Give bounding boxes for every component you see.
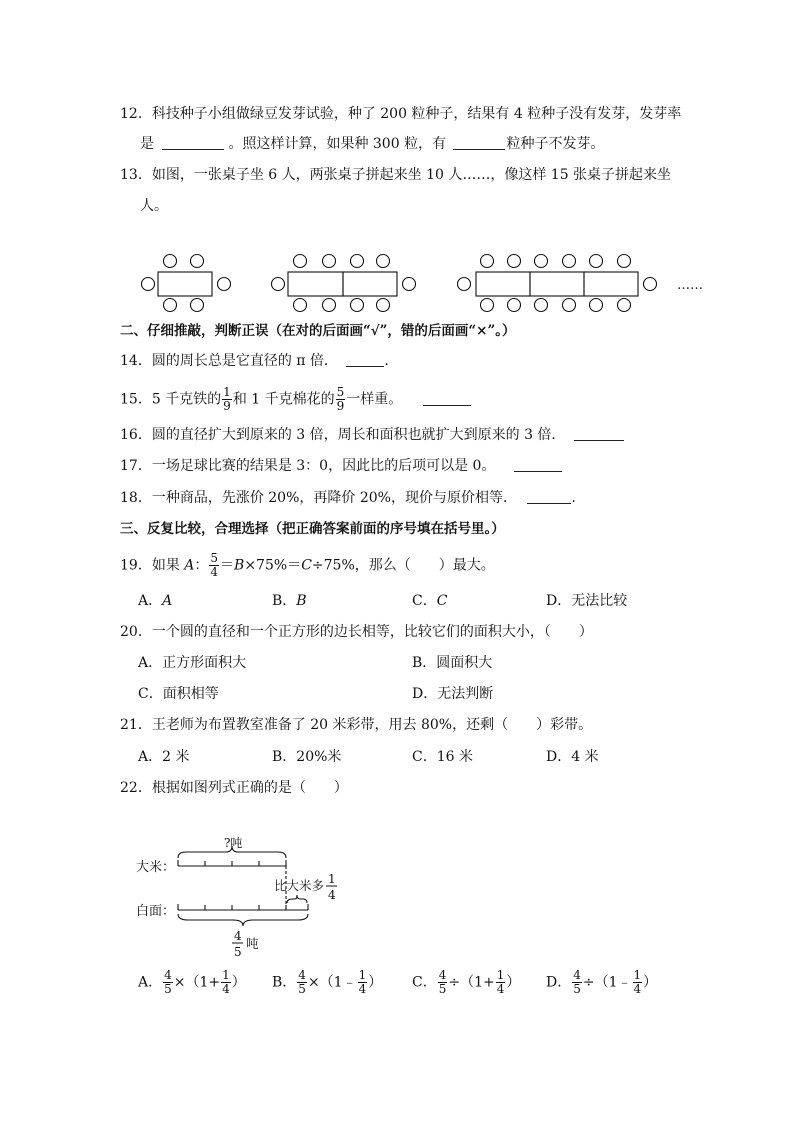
- question-19-text-end: ÷75%，那么（ ）最大。: [311, 557, 495, 574]
- q20-option-c[interactable]: C．面积相等: [138, 686, 219, 702]
- fraction: $\frac{5}{4}$: [210, 551, 219, 579]
- q21-option-a[interactable]: A．2 米: [138, 749, 190, 765]
- question-14-text: 14．圆的周长总是它直径的 π 倍．: [120, 353, 338, 369]
- question-12-text-b: 。照这样计算，如果种 300 粒，有: [228, 136, 447, 152]
- q20-option-b[interactable]: B．圆面积大: [412, 655, 493, 671]
- q20-option-a[interactable]: A．正方形面积大: [138, 655, 247, 671]
- section-3-title: 三、反复比较，合理选择（把正确答案前面的序号填在括号里。）: [120, 521, 505, 537]
- variable-c: C: [301, 557, 312, 574]
- question-19-colon: ：: [194, 557, 209, 574]
- q22-option-c[interactable]: C． $\frac{4}{5}$ ÷（1+ $\frac{1}{4}$ ）: [412, 968, 521, 996]
- q21-option-d[interactable]: D．4 米: [546, 749, 599, 765]
- question-13-line1: 13．如图，一张桌子坐 6 人，两张桌子拼起来坐 10 人……，像这样 15 张桌子拼起来坐: [120, 167, 672, 183]
- question-19-prefix: 19．如果: [120, 557, 185, 574]
- more-fraction-den: 4: [328, 888, 336, 902]
- total-fraction-num: 4: [234, 929, 242, 943]
- q19-option-d[interactable]: D．无法比较: [546, 593, 628, 609]
- question-19-text-mid: ×75%＝: [244, 557, 302, 574]
- question-22-text: 22．根据如图列式正确的是（ ）: [120, 780, 348, 796]
- more-than-rice-label: 比大米多: [274, 878, 325, 893]
- question-14-tail: .: [384, 353, 389, 369]
- q21-option-b[interactable]: B．20%米: [272, 749, 342, 765]
- total-fraction-den: 5: [234, 945, 242, 959]
- question-15-text-c: 一样重。: [346, 391, 403, 408]
- figure-ellipsis: ……: [677, 278, 703, 293]
- question-17-text: 17．一场足球比赛的结果是 3：0，因此比的后项可以是 0。: [120, 458, 496, 474]
- q19-option-c[interactable]: C．C: [412, 593, 448, 609]
- q22-option-d[interactable]: D． $\frac{4}{5}$ ÷（1﹣ $\frac{1}{4}$ ）: [546, 968, 658, 996]
- question-12-text-a: 是: [140, 136, 154, 152]
- question-13-text: 人。: [140, 198, 168, 214]
- question-21-text: 21．王老师为布置教室准备了 20 米彩带，用去 80%，还剩（ ）彩带。: [120, 717, 593, 733]
- question-15-text-a: 15．5 千克铁的: [120, 391, 222, 408]
- question-20-text: 20．一个圆的直径和一个正方形的边长相等，比较它们的面积大小，（ ）: [120, 624, 593, 640]
- q22-option-a[interactable]: A． $\frac{4}{5}$ ×（1+ $\frac{1}{4}$ ）: [138, 968, 246, 996]
- more-fraction-num: 1: [328, 872, 336, 886]
- q19-option-a[interactable]: A．A: [138, 593, 173, 609]
- total-unit: 吨: [246, 936, 259, 951]
- question-12-text-c: 粒种子不发芽。: [506, 136, 605, 152]
- question-16-text: 16．圆的直径扩大到原来的 3 倍，周长和面积也就扩大到原来的 3 倍．: [120, 427, 566, 443]
- flour-label: 白面：: [136, 904, 176, 919]
- q20-option-d[interactable]: D．无法判断: [412, 686, 494, 702]
- question-19-equals: ＝: [220, 557, 235, 574]
- question-15-text-b: 和 1 千克棉花的: [232, 391, 335, 408]
- q22-option-b[interactable]: B． $\frac{4}{5}$ ×（1﹣ $\frac{1}{4}$ ）: [272, 968, 383, 996]
- question-mark-label: ?吨: [224, 836, 243, 850]
- section-2-title: 二、仔细推敲，判断正误（在对的后面画“√”，错的后面画“×”。）: [120, 323, 516, 339]
- rice-label: 大米：: [136, 860, 176, 875]
- variable-a: A: [184, 557, 195, 574]
- variable-b: B: [234, 557, 245, 574]
- fraction: $\frac{1}{9}$: [223, 385, 231, 413]
- q21-option-c[interactable]: C．16 米: [412, 749, 473, 765]
- fraction: $\frac{5}{9}$: [336, 385, 345, 413]
- question-12-line1: 12．科技种子小组做绿豆发芽试验，种了 200 粒种子，结果有 4 粒种子没有发芽，发芽率: [120, 106, 682, 122]
- question-18-text: 18．一种商品，先涨价 20%，再降价 20%，现价与原价相等．: [120, 490, 517, 506]
- question-18-tail: .: [571, 490, 576, 506]
- q19-option-b[interactable]: B．B: [272, 593, 307, 609]
